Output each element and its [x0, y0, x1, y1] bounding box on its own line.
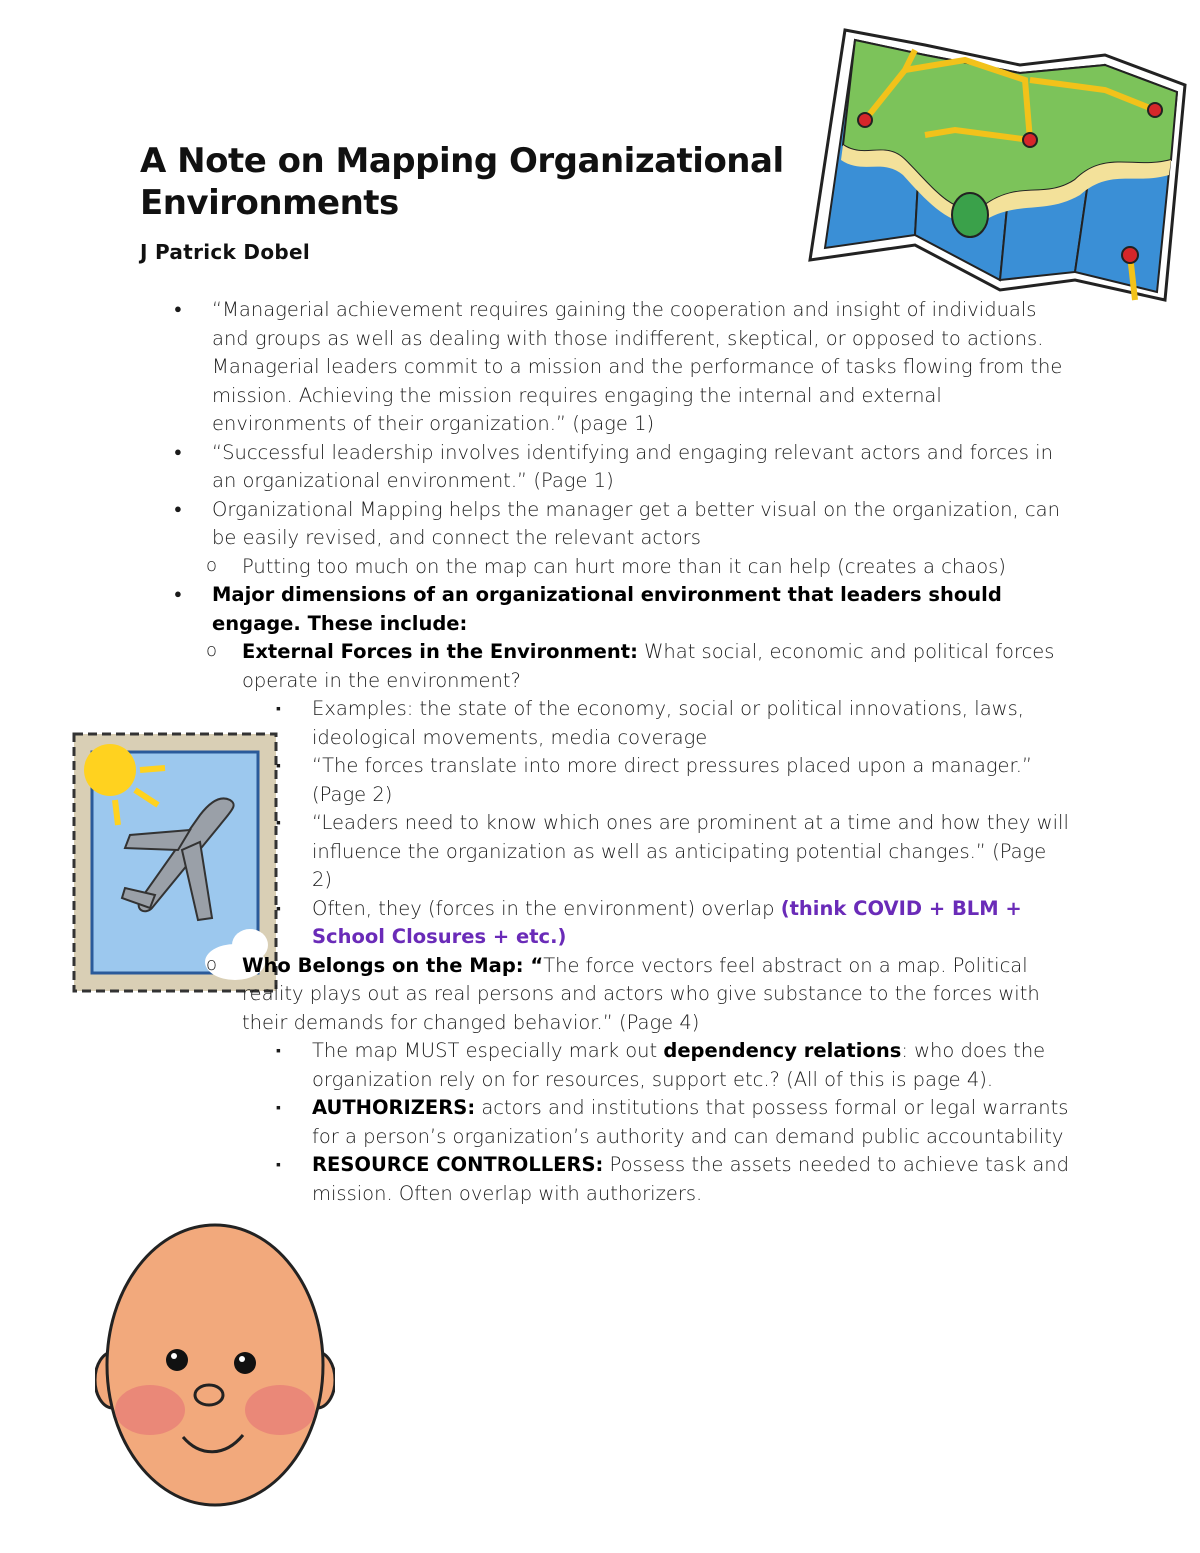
list-item: ▪ Often, they (forces in the environment) overlap (think COVID + BLM + School Closures + etc.)	[242, 895, 1070, 952]
list-item: ● Organizational Mapping helps the manager get a better visual on the organization, can be easily revised, and connect the relevant actors o Putting too much on the map can hurt more than it can help (creates a chaos)	[170, 496, 1070, 582]
list-item: o Putting too much on the map can hurt more than it can help (creates a chaos)	[170, 553, 1070, 582]
author-name: J Patrick Dobel	[140, 240, 310, 264]
main-bullet-list	[170, 296, 1070, 1208]
list-item: ▪ Examples: the state of the economy, social or political innovations, laws, ideological movements, media coverage	[242, 695, 1070, 752]
list-item: ▪ RESOURCE CONTROLLERS: Possess the assets needed to achieve task and mission. Often overlap with authorizers.	[242, 1151, 1070, 1208]
list-item: ● “Managerial achievement requires gaining the cooperation and insight of individuals and groups as well as dealing with those indifferent, skeptical, or opposed to actions. Managerial leaders commit to a mission and the performance of tasks flowing from the mission. Achieving the mission requires engaging the internal and external environments of their organization.” (page 1)	[170, 296, 1070, 439]
page-title: A Note on Mapping Organizational Environments	[140, 141, 784, 223]
list-item: o External Forces in the Environment: What social, economic and political forces operate in the environment? ▪ Examples: the state of the economy, social or political innovations, laws, ideological movements, media coverage ▪ “The forces translate into more direct pressures placed upon a manager.” (Page 2) ▪ “Leaders need to know which ones are prominent at a time and how they will influence the organization as well as anticipating potential changes.” (Page 2) ▪ Often, they (forces in the environment) overlap (think COVID + BLM + School Closures + etc.)	[170, 638, 1070, 952]
baby-face-illustration	[95, 1195, 335, 1515]
folded-map-illustration	[805, 10, 1195, 310]
list-item: ▪ “The forces translate into more direct pressures placed upon a manager.” (Page 2)	[242, 752, 1070, 809]
who-belongs-label: Who Belongs on the Map: “	[242, 953, 544, 977]
list-item: ● Major dimensions of an organizational environment that leaders should engage. These include: o External Forces in the Environment: What social, economic and political forces operate in the environment? ▪ Examples: the state of the economy, social or political innovations, laws, ideological movements, media coverage ▪ “The forces translate into more direct pressures placed upon a manager.” (Page 2) ▪ “Leaders need to know which ones are prominent at a time and how they will influence the organization as well as anticipating potential changes.” (Page 2) ▪ Often, they (forces in the environment) overlap (think COVID + BLM + School Closures + etc.) o Who Belongs on the Map: “The force vectors feel abstract on a map. Political reality plays out as real persons and actors who give substance to the forces with their demands for changed behavior.” (Page 4) ▪ The map MUST especially mark out dependency relations: who does the organization rely on for resources, support etc.? (All of this is page 4). ▪ AUTHORIZERS: actors and institutions that possess formal or legal warrants for a person’s organization’s authority and can demand public accountability ▪ RESOURCE CONTROLLERS: Possess the assets needed to achieve task and mission. Often overlap with authorizers.	[170, 581, 1070, 1208]
list-item: ● “Successful leadership involves identifying and engaging relevant actors and forces in an organizational environment.” (Page 1)	[170, 439, 1070, 496]
list-item: ▪ “Leaders need to know which ones are prominent at a time and how they will influence the organization as well as anticipating potential changes.” (Page 2)	[242, 809, 1070, 895]
highlight-text: (think COVID + BLM + School Closures + etc.)	[312, 896, 1022, 948]
list-item: ▪ The map MUST especially mark out dependency relations: who does the organization rely on for resources, support etc.? (All of this is page 4).	[242, 1037, 1070, 1094]
list-item: ▪ AUTHORIZERS: actors and institutions that possess formal or legal warrants for a person’s organization’s authority and can demand public accountability	[242, 1094, 1070, 1151]
list-item: o Who Belongs on the Map: “The force vectors feel abstract on a map. Political reality plays out as real persons and actors who give substance to the forces with their demands for changed behavior.” (Page 4) ▪ The map MUST especially mark out dependency relations: who does the organization rely on for resources, support etc.? (All of this is page 4). ▪ AUTHORIZERS: actors and institutions that possess formal or legal warrants for a person’s organization’s authority and can demand public accountability ▪ RESOURCE CONTROLLERS: Possess the assets needed to achieve task and mission. Often overlap with authorizers.	[170, 952, 1070, 1209]
notes-content	[170, 296, 1070, 1208]
external-forces-label: External Forces in the Environment:	[242, 640, 638, 663]
